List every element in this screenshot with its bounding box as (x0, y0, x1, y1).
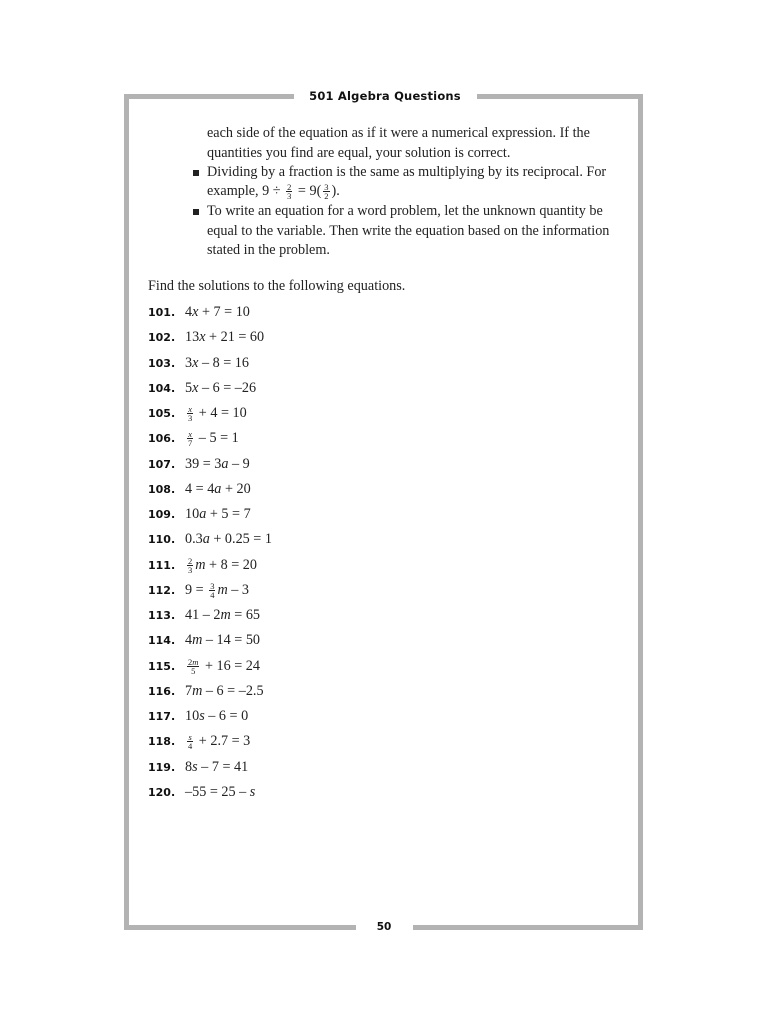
question-number: 106. (148, 432, 176, 446)
example-lead: example, 9 ÷ (207, 183, 281, 199)
question-item (148, 327, 264, 349)
fraction-numerator: 3 (210, 580, 215, 591)
question-equation (185, 555, 257, 575)
question-equation: 41 – 2m = 65 (185, 607, 261, 623)
question-equation: 10s – 6 = 0 (185, 708, 249, 724)
question-equation (185, 403, 247, 423)
question-number: 101. (148, 306, 176, 319)
equation-rest: + 4 = 10 (198, 405, 247, 421)
fraction-numerator: s (188, 732, 192, 743)
question-item (148, 782, 255, 804)
frame-left (124, 94, 129, 930)
question-item (148, 454, 250, 476)
question-item (148, 403, 247, 425)
fraction-numerator: 2 (188, 555, 193, 566)
fraction-denominator: 4 (210, 589, 215, 600)
question-item (148, 302, 250, 324)
question-item (148, 580, 249, 602)
equation-lhs: 9 = (185, 581, 204, 598)
question-equation: 7m – 6 = –2.5 (185, 682, 264, 699)
question-number: 118. (148, 735, 176, 749)
question-number: 120. (148, 785, 176, 799)
question-equation: 4m – 14 = 50 (185, 632, 261, 649)
frame-bottom-left (124, 925, 356, 930)
fraction-denominator: 3 (287, 191, 292, 202)
question-equation: 4x + 7 = 10 (185, 304, 250, 320)
question-equation: 5x – 6 = –26 (185, 379, 257, 396)
fraction-numerator: 2m (188, 656, 199, 667)
question-equation: 39 = 3a – 9 (185, 455, 250, 472)
equation-fraction (209, 582, 215, 599)
question-number: 110. (148, 533, 176, 547)
question-equation: –55 = 25 – s (185, 783, 256, 800)
question-number: 109. (148, 508, 176, 521)
question-item (148, 353, 249, 375)
question-item (148, 731, 250, 753)
question-number: 116. (148, 684, 176, 698)
question-equation: 3x – 8 = 16 (185, 354, 249, 371)
intro-bullet-2: To write an equation for a word problem, let the unknown quantity be equal to the variable. Then write the equation based on the information stated in the problem. (207, 203, 610, 258)
question-number: 105. (148, 407, 176, 420)
question-equation: 0.3a + 0.25 = 1 (185, 531, 272, 548)
equation-rest: + 2.7 = 3 (198, 733, 251, 750)
example-fraction-2 (323, 183, 329, 200)
fraction-numerator: 3 (324, 182, 329, 193)
question-equation (185, 580, 249, 600)
bullet-marker (193, 209, 199, 215)
equation-fraction (187, 733, 193, 750)
page-number: 50 (376, 921, 392, 933)
bullet-marker (193, 170, 199, 176)
question-equation: 10a + 5 = 7 (185, 506, 251, 522)
question-item (148, 378, 256, 400)
question-equation: 13x + 21 = 60 (185, 329, 265, 346)
question-item (148, 656, 260, 678)
question-item (148, 529, 272, 551)
question-item (148, 605, 260, 627)
question-number: 107. (148, 457, 176, 471)
example-fraction-1 (286, 183, 292, 200)
fraction-numerator: x (188, 404, 193, 415)
question-number: 115. (148, 659, 176, 673)
frame-top-right (477, 94, 643, 99)
equation-fraction (187, 658, 199, 675)
fraction-numerator: 2 (287, 182, 292, 193)
question-number: 114. (148, 634, 176, 648)
question-equation: 4 = 4a + 20 (185, 480, 251, 497)
question-number: 108. (148, 482, 176, 496)
equation-fraction (187, 430, 193, 447)
question-item (148, 555, 257, 577)
equation-rest: + 16 = 24 (204, 657, 260, 674)
question-number: 103. (148, 356, 176, 370)
question-equation (185, 656, 260, 676)
equation-rest: m + 8 = 20 (195, 556, 257, 573)
equation-fraction (187, 557, 193, 574)
frame-bottom-right (413, 925, 643, 930)
question-item (148, 504, 251, 526)
question-item (148, 681, 264, 703)
fraction-denominator: 3 (188, 564, 193, 575)
fraction-denominator: 4 (188, 741, 193, 752)
intro-bullet-1: Dividing by a fraction is the same as multiplying by its reciprocal. For (207, 164, 607, 180)
fraction-denominator: 2 (324, 191, 329, 202)
intro-bullet-1-example (207, 182, 625, 202)
equation-rest: m – 3 (217, 581, 249, 598)
question-number: 102. (148, 331, 176, 345)
instructions-text: Find the solutions to the following equations. (148, 278, 406, 294)
example-tail: ). (331, 183, 340, 199)
question-number: 112. (148, 583, 176, 597)
fraction-numerator: x (188, 429, 193, 440)
question-item (148, 428, 239, 450)
question-item (148, 706, 248, 728)
question-equation (185, 731, 250, 751)
fraction-denominator: 3 (188, 413, 193, 424)
question-number: 104. (148, 381, 176, 395)
question-item (148, 630, 260, 652)
page-header-title: 501 Algebra Questions (309, 89, 461, 103)
fraction-denominator: 5 (191, 665, 196, 676)
frame-top-left (124, 94, 294, 99)
example-mid: = 9( (297, 183, 322, 199)
fraction-denominator: 7 (188, 438, 193, 449)
question-equation: 8s – 7 = 41 (185, 758, 249, 775)
intro-continuation: each side of the equation as if it were a numerical expression. If the quantities you find are equal, your solution is correct. (207, 125, 590, 161)
question-item (148, 479, 251, 501)
question-item (148, 757, 248, 779)
question-number: 113. (148, 609, 176, 622)
frame-right (638, 94, 643, 930)
equation-fraction (187, 405, 193, 422)
equation-rest: – 5 = 1 (198, 430, 239, 447)
question-equation (185, 428, 239, 448)
question-number: 111. (148, 558, 176, 572)
question-number: 119. (148, 760, 176, 774)
question-number: 117. (148, 710, 176, 723)
